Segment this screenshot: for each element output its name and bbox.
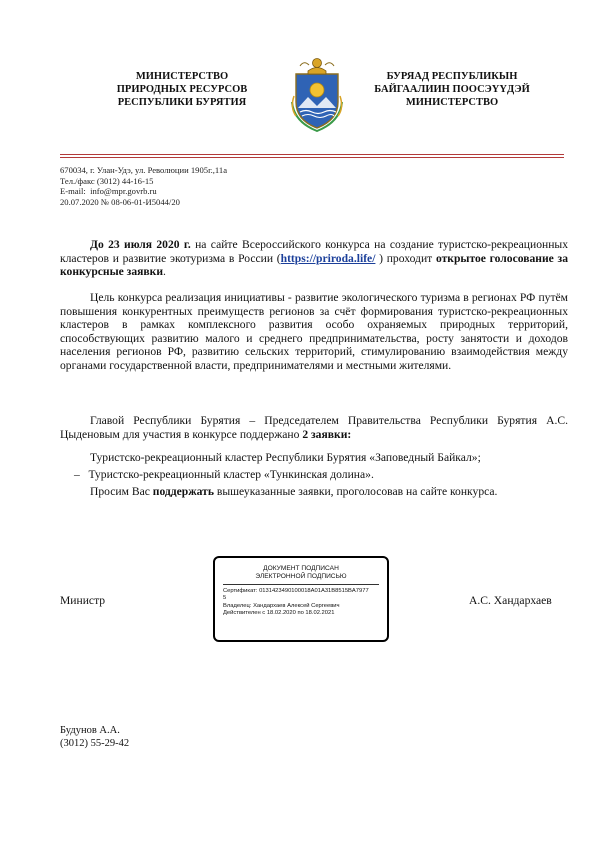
ministry-bu-line-1: БУРЯАД РЕСПУБЛИКЫН <box>386 71 518 82</box>
list-item-2-text: Туристско-рекреационный кластер «Тункинская долина». <box>88 468 374 481</box>
open-voting-text: открытое голосование за конкурсные заявки <box>60 251 568 278</box>
list-dash: – <box>74 468 80 481</box>
validity-label: Действителен с <box>223 610 266 617</box>
ministry-ru-line-3: РЕСПУБЛИКИ БУРЯТИЯ <box>117 97 247 108</box>
support-word: поддержать <box>152 485 214 498</box>
signer-position: Министр <box>60 594 106 607</box>
ministry-name-bu <box>352 70 552 109</box>
p1-text-a: на сайте Всероссийского конкурса на создание туристско-рекреационных кластеров и развитие экотуризма в России ( <box>60 238 569 265</box>
p3-text: Главой Республики Бурятия – Председателем Правительства Республики Бурятия А.С. Цыденовым для участия в конкурсе поддержано <box>60 414 568 441</box>
p1-text-b: ) проходит <box>375 251 436 265</box>
electronic-signature-stamp <box>213 556 389 642</box>
header-rule-thick <box>60 154 564 155</box>
address: 670034, г. Улан-Удэ, ул. Революции 1905г.,11а <box>60 165 228 175</box>
email-line <box>60 186 227 197</box>
email-link[interactable]: info@mpr.govrb.ru <box>90 186 157 197</box>
stamp-title-line-2: ЭЛЕКТРОННОЙ ПОДПИСЬЮ <box>255 573 347 580</box>
ministry-bu-line-2: БАЙГААЛИИН ПООСЭҮҮДЭЙ <box>374 84 530 95</box>
p4-a: Просим Вас <box>90 485 153 498</box>
ministry-ru-line-2: ПРИРОДНЫХ РЕСУРСОВ <box>116 84 248 95</box>
paragraph-support <box>60 414 568 441</box>
certificate-label: Сертификат: <box>223 588 258 594</box>
document-reference: 20.07.2020 № 08-06-01-И5044/20 <box>60 196 180 207</box>
contest-website-link[interactable]: https://priroda.life/ <box>280 251 376 265</box>
stamp-certificate-tail: 5 <box>223 595 227 602</box>
paragraph-contest-goal: Цель конкурса реализация инициативы - развитие экологического туризма в регионах РФ путём повышения конкурентных преимуществ регионов за счёт формирования туристско-рекреационных кластеров в рамках комплексного развития особо охраняемых природных территорий, способствующих развитию малого и среднего предпринимательства, росту занятости и доходов населения регионов РФ, развитию сельских территорий, стимулированию взаимодействия между органами государственной власти, предпринимателями и местными жителями. <box>60 291 568 372</box>
executor-name: Будунов А.А. <box>60 725 120 736</box>
ministry-bu-line-3: МИНИСТЕРСТВО <box>405 97 499 108</box>
owner-label: Владелец: <box>223 602 252 609</box>
paragraph-contest-announcement <box>60 238 568 279</box>
p1-end: . <box>163 265 166 278</box>
phone: Тел./факс (3012) 44-16-15 <box>60 175 154 186</box>
stamp-divider <box>223 584 379 585</box>
deadline-date: До 23 июля 2020 г. <box>90 238 191 251</box>
validity-value: 18.02.2020 по 18.02.2021 <box>266 610 335 617</box>
signer-name: А.С. Хандархаев <box>469 594 552 607</box>
coat-of-arms-icon <box>282 52 352 132</box>
executor-block <box>60 724 129 750</box>
contact-block <box>60 165 227 207</box>
ministry-ru-line-1: МИНИСТЕРСТВО <box>135 71 229 82</box>
stamp-title-line-1: ДОКУМЕНТ ПОДПИСАН <box>263 565 339 572</box>
list-item-1: Туристско-рекреационный кластер Республики Бурятия «Заповедный Байкал»; <box>90 451 481 464</box>
executor-phone: (3012) 55-29-42 <box>60 738 130 749</box>
owner-value: Хандархаев Алексей Сергеевич <box>253 602 340 609</box>
stamp-validity <box>215 610 387 617</box>
header-rule-thin <box>60 157 564 158</box>
email-label: E-mail: <box>60 186 86 197</box>
applications-count: 2 заявки: <box>302 427 352 441</box>
ministry-name-ru <box>82 70 282 109</box>
stamp-title <box>215 565 387 581</box>
list-item-2 <box>74 468 568 482</box>
p4-b: вышеуказанные заявки, проголосовав на сайте конкурса. <box>213 485 498 498</box>
paragraph-request <box>60 485 568 499</box>
certificate-value: 0131423490100018A01A31B8515BA7977 <box>259 588 369 594</box>
stamp-certificate <box>215 588 387 595</box>
